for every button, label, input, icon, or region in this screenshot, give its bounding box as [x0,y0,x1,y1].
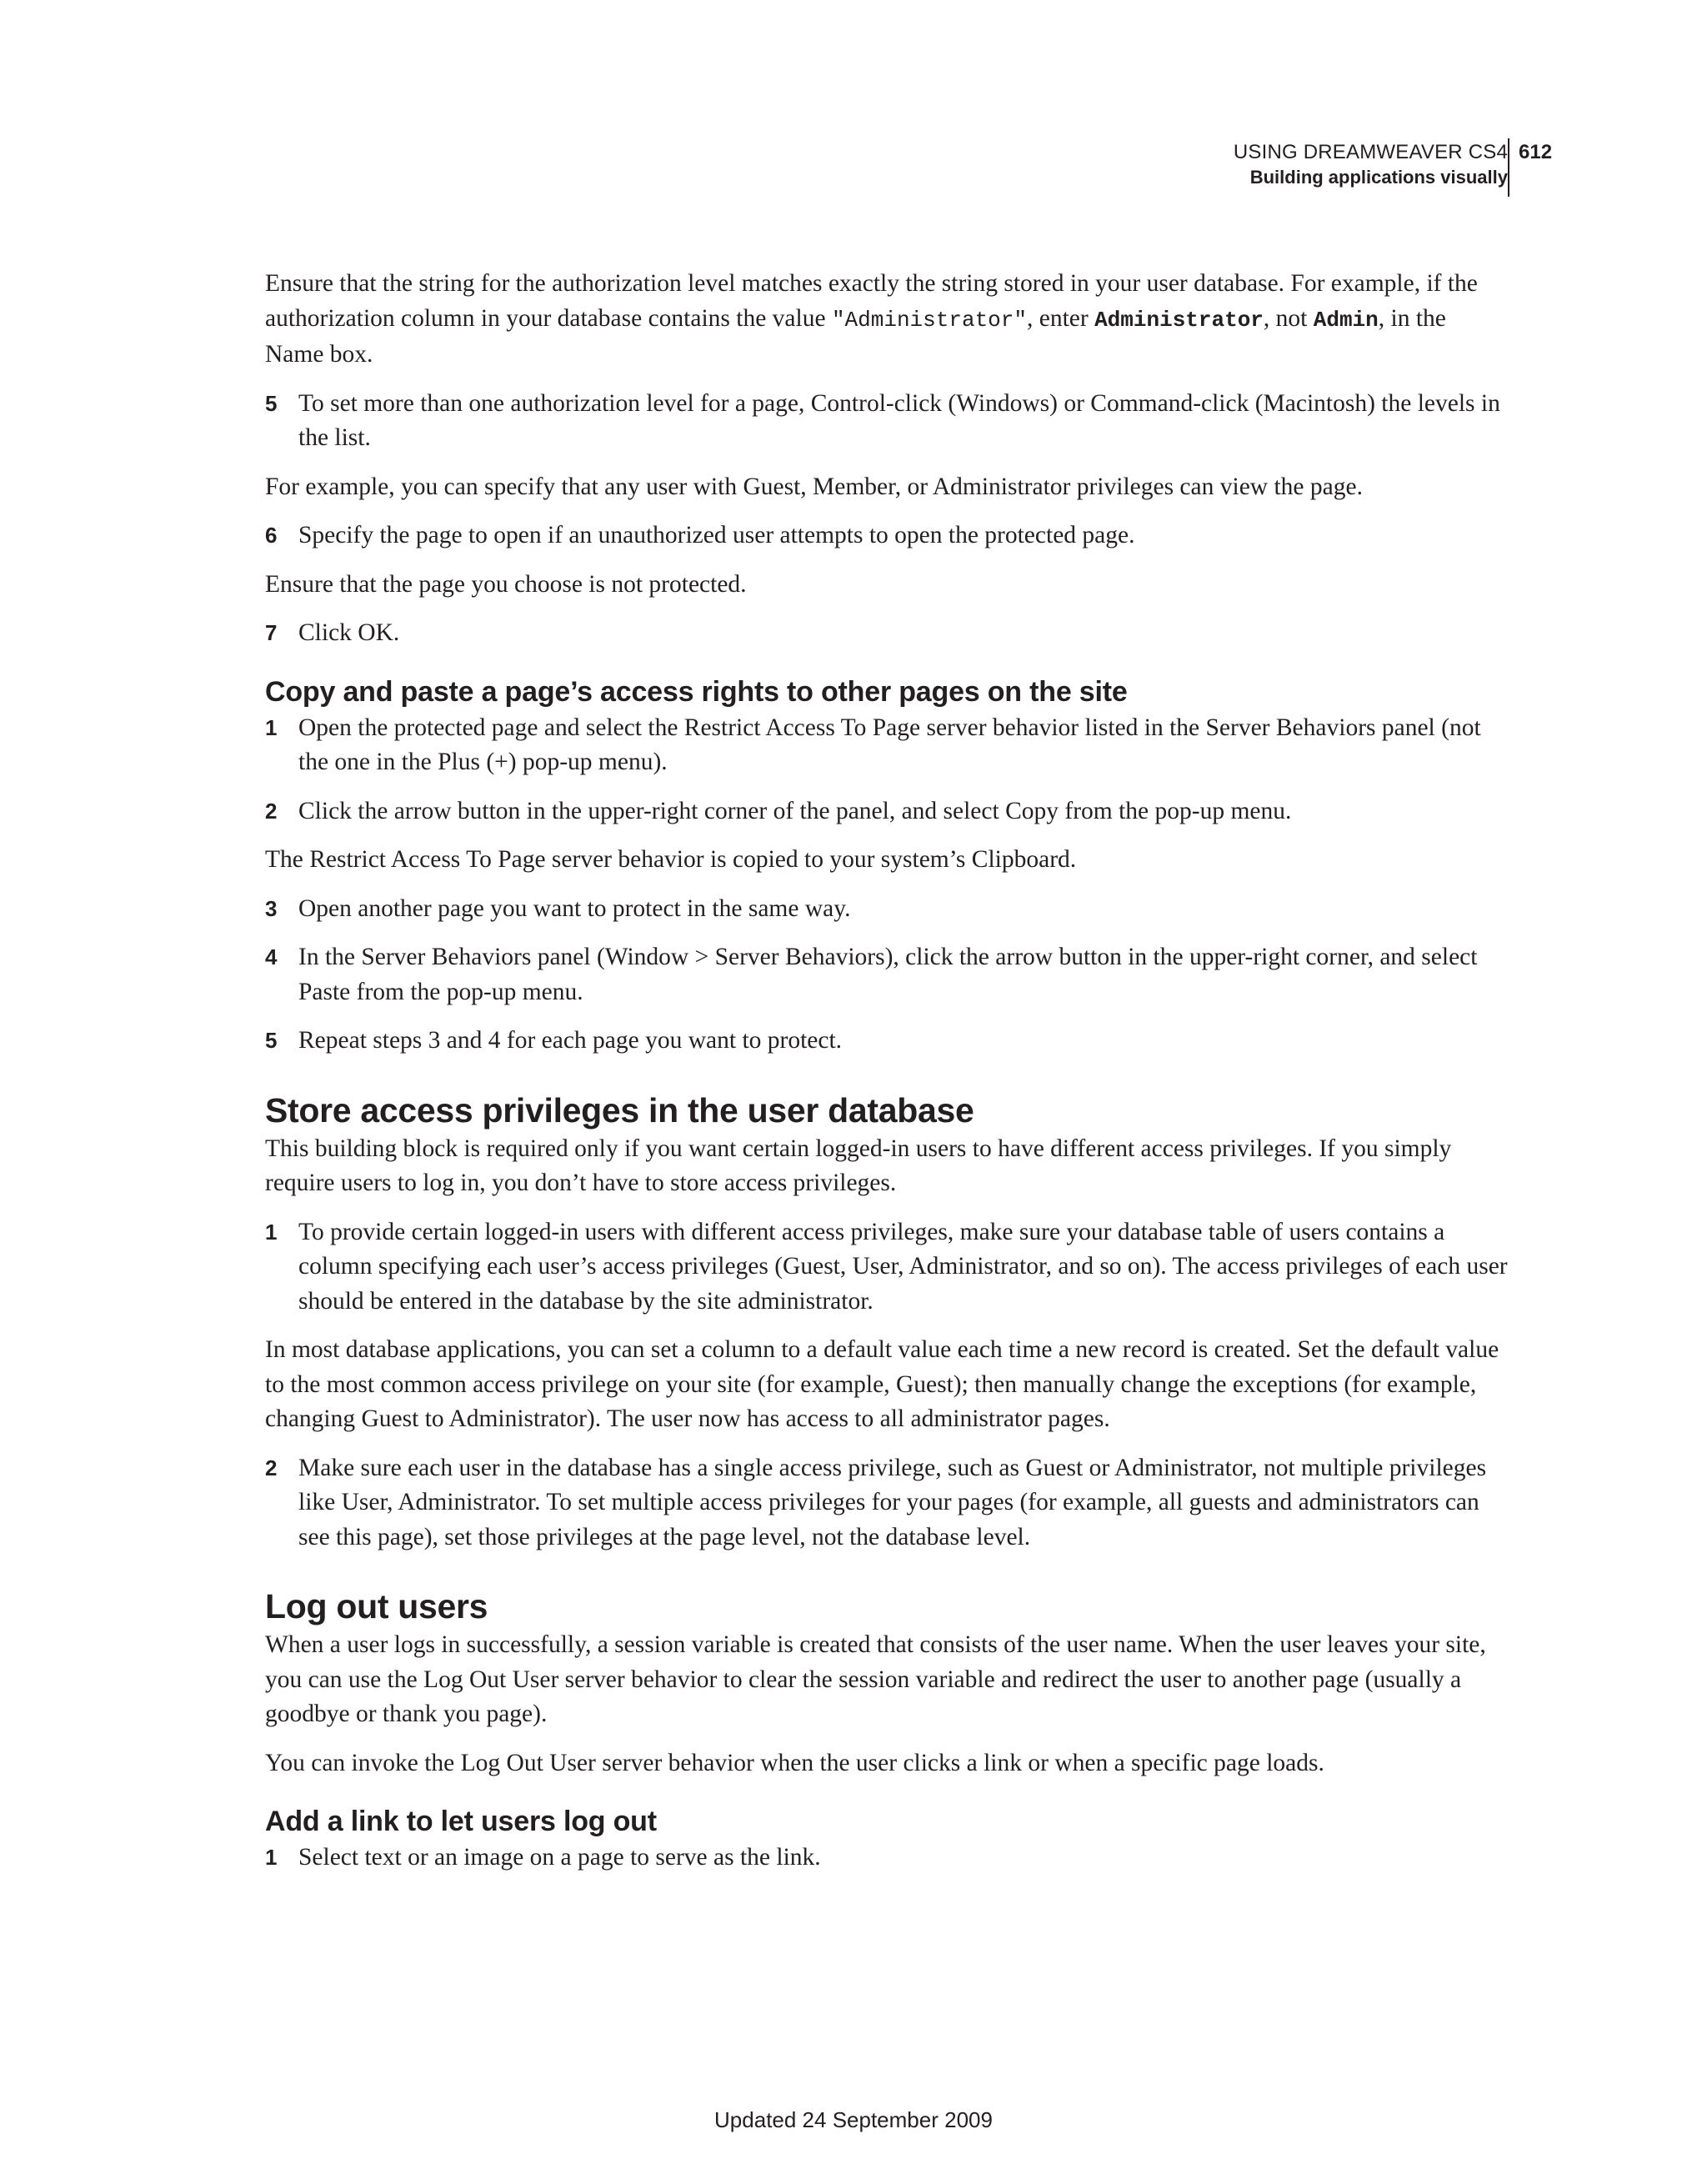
note-paragraph: For example, you can specify that any user with Guest, Member, or Administrator privileges can view the page. [265,473,1363,500]
note-paragraph: The Restrict Access To Page server behavior is copied to your system’s Clipboard. [265,846,1077,873]
step-item [265,387,1509,456]
book-title: USING DREAMWEAVER CS4 [1233,141,1508,163]
page-body [265,267,1509,1876]
note-paragraph: Ensure that the page you choose is not protected. [265,570,747,598]
page-number: 612 [1519,141,1553,163]
section-paragraph: You can invoke the Log Out User server behavior when the user clicks a link or when a specific page loads. [265,1749,1324,1776]
step-number: 1 [265,1219,278,1245]
footer-updated-date: Updated 24 September 2009 [714,2107,993,2132]
code-admin: Admin [1313,307,1379,333]
section-intro: This building block is required only if you want certain logged-in users to have different access privileges. If you simply require users to log in, you don’t have to store access privileges. [265,1135,1452,1196]
section-heading-log-out-users: Log out users [265,1587,488,1625]
intro-text-c: , not [1263,304,1314,332]
step-number: 7 [265,620,278,645]
step-number: 1 [265,1845,278,1870]
step-number: 2 [265,798,278,824]
intro-text-a: Ensure that the string for the authorization level matches exactly the string stored in your user database. For example, if the authorization column in your database contains the value [265,270,1478,332]
chapter-title: Building applications visually [1249,167,1508,188]
step-text: Select text or an image on a page to serve as the link. [298,1844,821,1871]
intro-text-d: , in the Name box. [265,304,1446,368]
step-text: Click OK. [298,619,400,646]
step-text: Open another page you want to protect in the same way. [298,894,851,922]
step-item [265,1215,1509,1320]
step-item [265,1451,1509,1555]
step-text: To provide certain logged-in users with different access privileges, make sure your database table of users contains a column specifying each user’s access privileges (Guest, User, Administrator, and so on). The access privileges of each user should be entered in the database by the site administrator. [298,1218,1508,1315]
code-administrator-quoted: "Administrator" [831,307,1027,333]
step-text: Click the arrow button in the upper-right corner of the panel, and select Copy from the pop-up menu. [298,797,1292,824]
step-text: Make sure each user in the database has a single access privilege, such as Guest or Administrator, not multiple privileges like User, Administrator. To set multiple access privileges for your pages (for example, all guests and administrators can see this page), set those privileges at the page level, not the database level. [298,1454,1487,1550]
step-text: Repeat steps 3 and 4 for each page you want to protect. [298,1027,843,1054]
step-text: In the Server Behaviors panel (Window > Server Behaviors), click the arrow button in the upper-right corner, and select Paste from the pop-up menu. [298,944,1478,1005]
step-item [265,711,1509,780]
step-text: Specify the page to open if an unauthorized user attempts to open the protected page. [298,522,1135,549]
intro-paragraph [265,267,1509,373]
step-number: 6 [265,523,278,548]
section-heading-store-privileges: Store access privileges in the user database [265,1090,974,1130]
header-divider [1508,138,1509,197]
step-number: 3 [265,895,278,921]
step-item [265,794,1509,829]
step-item [265,1024,1509,1059]
step-item [265,518,1509,554]
code-administrator: Administrator [1094,307,1264,333]
step-item [265,1841,1509,1876]
note-paragraph: In most database applications, you can set a column to a default value each time a new record is created. Set the default value to the most common access privilege on your site (for example, Guest); then manually change the exceptions (for example, changing Guest to Administrator). The user now has access to all administrator pages. [265,1336,1499,1432]
step-item [265,892,1509,927]
step-item [265,616,1509,651]
step-number: 5 [265,1028,278,1053]
section-heading-copy-access-rights: Copy and paste a page’s access rights to other pages on the site [265,675,1128,708]
step-number: 1 [265,714,278,740]
step-number: 5 [265,390,278,416]
step-text: Open the protected page and select the Restrict Access To Page server behavior listed in the Server Behaviors panel (not the one in the Plus (+) pop-up menu). [298,714,1481,775]
step-number: 2 [265,1455,278,1480]
intro-text-b: , enter [1026,304,1095,332]
section-paragraph: When a user logs in successfully, a session variable is created that consists of the user name. When the user leaves your site, you can use the Log Out User server behavior to clear the session variable and redirect the user to another page (usually a goodbye or thank you page). [265,1631,1486,1727]
section-heading-add-logout-link: Add a link to let users log out [265,1806,657,1837]
step-text: To set more than one authorization level for a page, Control-click (Windows) or Command-click (Macintosh) the levels in the list. [298,389,1500,451]
running-header [1234,140,1508,190]
step-item [265,940,1509,1009]
step-number: 4 [265,944,278,969]
